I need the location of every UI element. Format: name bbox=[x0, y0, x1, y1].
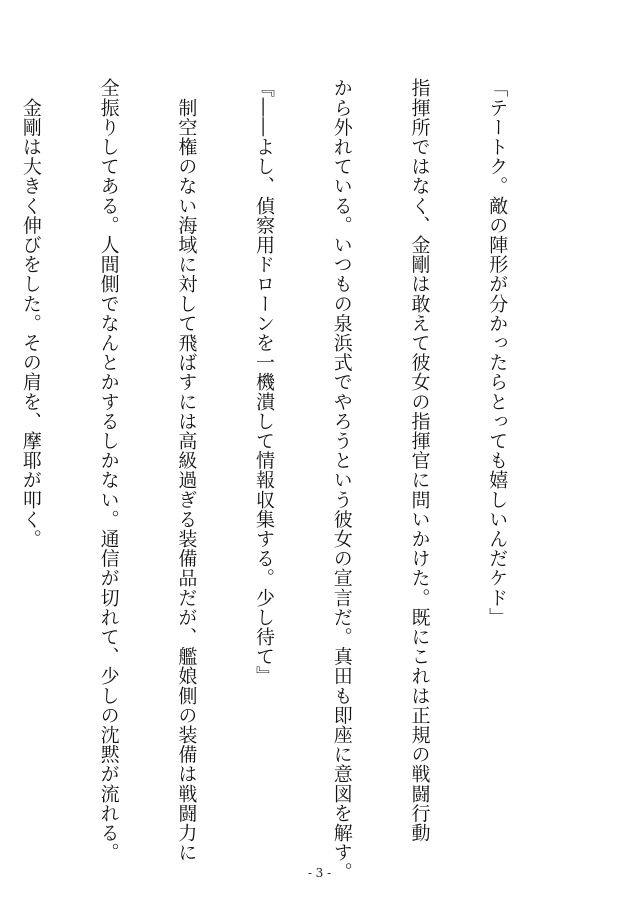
text-line: から外れている。いつもの泉浜式でやろうという彼女の宣言だ。真田も即座に意図を解す。 bbox=[330, 78, 353, 882]
text-line: 「テートク。敵の陣形が分かったらとっても嬉しいんだケド」 bbox=[486, 78, 509, 627]
text-line: 金剛は大きく伸びをした。その肩を、摩耶が叩く。 bbox=[19, 78, 42, 549]
text-line: 指揮所ではなく、金剛は敢えて彼女の指揮官に問いかけた。既にこれは正規の戦闘行動 bbox=[408, 78, 431, 843]
page-number: - 3 - bbox=[307, 866, 332, 880]
text-line: 制空権のない海域に対して飛ばすには高級過ぎる装備品だが、艦娘側の装備は戦闘力に bbox=[175, 78, 198, 862]
vertical-text-body bbox=[0, 78, 561, 882]
text-line: 『――よし、偵察用ドローンを一機潰して情報収集する。少し待て』 bbox=[253, 78, 276, 686]
text-line: 全振りしてある。人間側でなんとかするしかない。通信が切れて、少しの沈黙が流れる。 bbox=[97, 78, 120, 862]
